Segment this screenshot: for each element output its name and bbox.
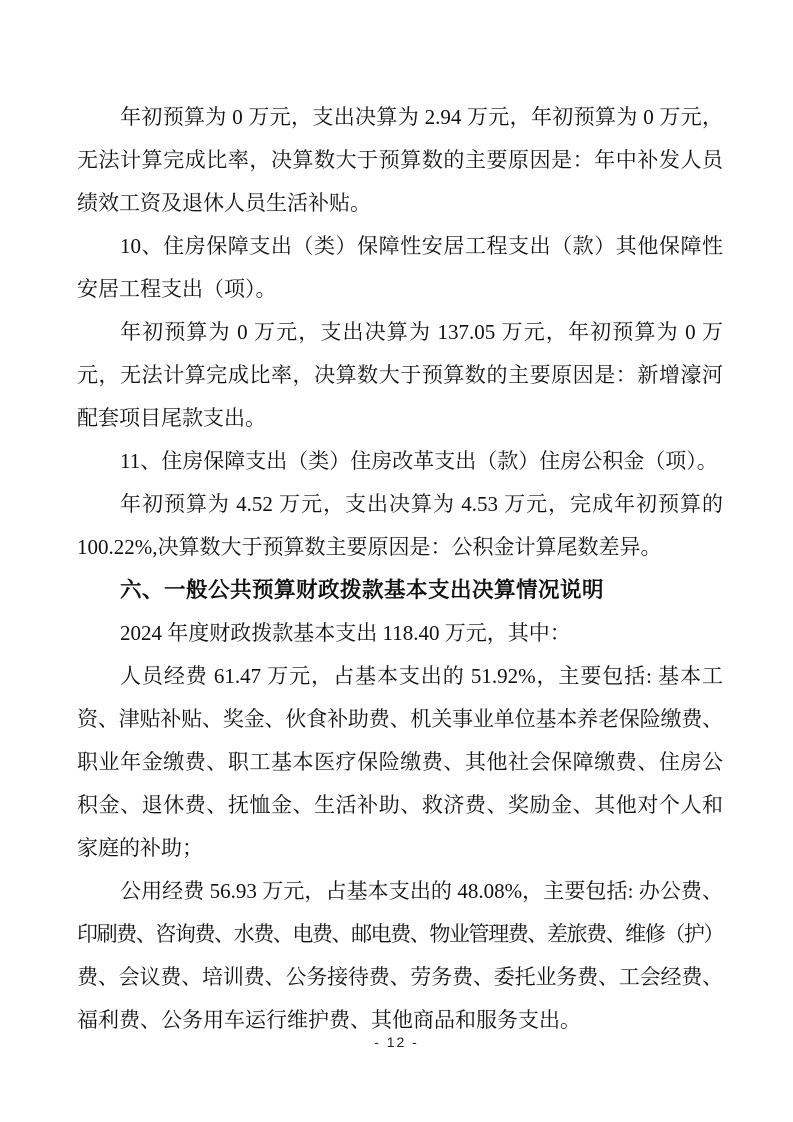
text-line: 10、住房保障支出（类）保障性安居工程支出（款）其他保障性	[120, 234, 723, 258]
text-line: 无法计算完成比率，决算数大于预算数的主要原因是：年中补发人员	[77, 148, 723, 172]
text-line: 安居工程支出（项）。	[77, 277, 277, 301]
paragraph	[77, 440, 723, 483]
text-line: 100.22%,决算数大于预算数主要原因是：公积金计算尾数差异。	[77, 535, 662, 559]
text-line: 积金、退休费、抚恤金、生活补助、救济费、奖励金、其他对个人和	[77, 793, 723, 817]
paragraph	[77, 483, 723, 569]
paragraph	[77, 612, 723, 655]
text-line: 绩效工资及退休人员生活补贴。	[77, 191, 371, 215]
text-line: 2024 年度财政拨款基本支出 118.40 万元，其中：	[120, 621, 571, 645]
text-line: 印刷费、咨询费、水费、电费、邮电费、物业管理费、差旅费、维修（护）	[77, 922, 723, 946]
text-line: 资、津贴补贴、奖金、伙食补助费、机关事业单位基本养老保险缴费、	[77, 707, 723, 731]
paragraph	[77, 311, 723, 440]
text-line: 年初预算为 4.52 万元，支出决算为 4.53 万元，完成年初预算的	[120, 492, 723, 516]
document-body	[77, 96, 723, 1042]
paragraph	[77, 655, 723, 870]
section-heading	[77, 569, 723, 612]
text-line: 11、住房保障支出（类）住房改革支出（款）住房公积金（项）。	[120, 449, 718, 473]
text-line: 年初预算为 0 万元，支出决算为 137.05 万元，年初预算为 0 万	[120, 320, 723, 344]
paragraph	[77, 96, 723, 225]
paragraph	[77, 225, 723, 311]
text-line: 公用经费 56.93 万元，占基本支出的 48.08%，主要包括: 办公费、	[120, 879, 723, 903]
heading-line: 六、一般公共预算财政拨款基本支出决算情况说明	[120, 578, 605, 602]
text-line: 年初预算为 0 万元，支出决算为 2.94 万元，年初预算为 0 万元，	[120, 105, 723, 129]
text-line: 人员经费 61.47 万元，占基本支出的 51.92%，主要包括: 基本工	[120, 664, 723, 688]
page-number: - 12 -	[374, 1034, 419, 1050]
text-line: 家庭的补助；	[77, 836, 203, 860]
text-line: 费、会议费、培训费、公务接待费、劳务费、委托业务费、工会经费、	[77, 965, 723, 989]
text-line: 福利费、公务用车运行维护费、其他商品和服务支出。	[77, 1008, 581, 1032]
text-line: 配套项目尾款支出。	[77, 406, 266, 430]
paragraph	[77, 870, 723, 1042]
text-line: 元，无法计算完成比率，决算数大于预算数的主要原因是：新增濠河	[77, 363, 723, 387]
text-line: 职业年金缴费、职工基本医疗保险缴费、其他社会保障缴费、住房公	[77, 750, 723, 774]
